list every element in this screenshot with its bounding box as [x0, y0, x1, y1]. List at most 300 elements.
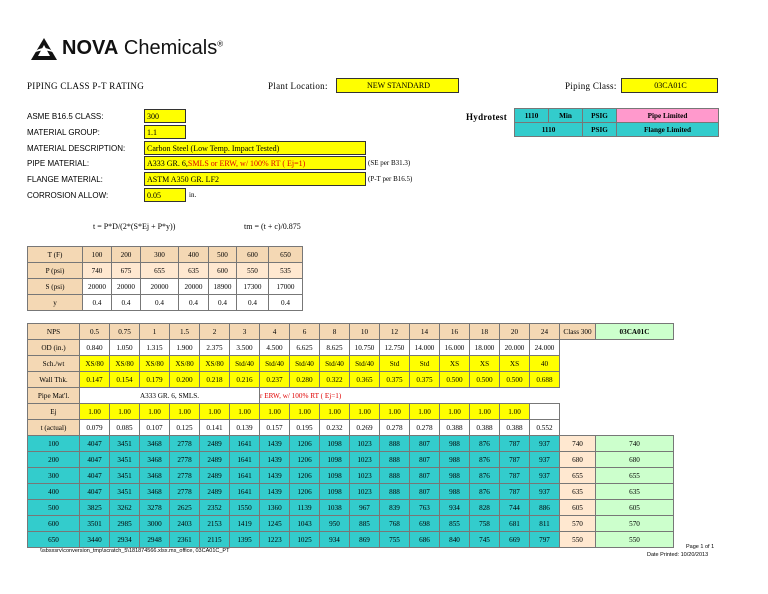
rating-cell: 1550 [230, 500, 260, 516]
pipe-rating-table [27, 323, 674, 548]
pt-cell: 650 [269, 247, 303, 263]
nps-row [28, 324, 674, 340]
rating-cell: 2985 [110, 516, 140, 532]
rating-cell: 3451 [110, 436, 140, 452]
wall-row-cell: 0.179 [140, 372, 170, 388]
hydrotest-table [514, 108, 719, 137]
tact-row-cell: 0.085 [110, 420, 140, 436]
ej-row-cell: 1.00 [110, 404, 140, 420]
rating-cell: 1439 [260, 468, 290, 484]
pt-row [28, 295, 303, 311]
corrosion-allow-unit: in. [189, 191, 197, 199]
rating-cell: 1023 [350, 468, 380, 484]
rating-cell: 755 [380, 532, 410, 548]
asme-class-value[interactable]: 300 [144, 109, 186, 123]
pt-cell: 100 [83, 247, 112, 263]
rating-temp: 500 [28, 500, 80, 516]
wall-row-cell: 0.500 [440, 372, 470, 388]
rating-cell: 3451 [110, 484, 140, 500]
tact-row-cell: 0.269 [350, 420, 380, 436]
sch-row-cell: XS/80 [80, 356, 110, 372]
rating-cell: 3468 [140, 468, 170, 484]
pt-cell: 740 [83, 263, 112, 279]
blank-cell [410, 388, 440, 404]
wall-row-cell: 0.147 [80, 372, 110, 388]
matl-left: A333 GR. 6, SMLS. [80, 388, 260, 404]
rating-cell: 1641 [230, 484, 260, 500]
rating-cell: 888 [380, 468, 410, 484]
rating-cell: 888 [380, 452, 410, 468]
rating-cell: 2489 [200, 436, 230, 452]
rating-cell: 3440 [80, 532, 110, 548]
od-row-cell: 10.750 [350, 340, 380, 356]
rating-cell: 768 [380, 516, 410, 532]
blank-cell [560, 372, 596, 388]
pt-cell: 0.4 [141, 295, 179, 311]
blank-cell [530, 388, 560, 404]
od-row-cell: 1.050 [110, 340, 140, 356]
nps-row-cell: 1 [140, 324, 170, 340]
rating-cell: 1395 [230, 532, 260, 548]
piping-class-value[interactable]: 03CA01C [621, 78, 718, 93]
pt-cell: 655 [141, 263, 179, 279]
pt-cell: 675 [112, 263, 141, 279]
ej-row-cell: 1.00 [200, 404, 230, 420]
rating-cell: 1023 [350, 452, 380, 468]
blank-cell [470, 388, 500, 404]
matl-row [28, 388, 674, 404]
wall-row-cell: 0.216 [230, 372, 260, 388]
rating-cell: 807 [410, 468, 440, 484]
rating-cell: 1139 [290, 500, 320, 516]
pt-cell: 0.4 [269, 295, 303, 311]
sch-row-cell: Std [380, 356, 410, 372]
rating-cell: 744 [500, 500, 530, 516]
rating-cell: 1439 [260, 436, 290, 452]
rating-cell: 2948 [140, 532, 170, 548]
material-description-label: MATERIAL DESCRIPTION: [27, 144, 126, 153]
tact-row-cell: 0.157 [260, 420, 290, 436]
blank-cell [560, 356, 596, 372]
tact-row-cell: 0.195 [290, 420, 320, 436]
sch-row-cell: Std/40 [230, 356, 260, 372]
plant-location-value[interactable]: NEW STANDARD [336, 78, 459, 93]
pt-cell: 300 [141, 247, 179, 263]
tact-row-cell: 0.388 [470, 420, 500, 436]
formula-tm: tm = (t + c)/0.875 [244, 222, 301, 231]
rating-cell: 1641 [230, 468, 260, 484]
rating-cell: 2778 [170, 468, 200, 484]
od-row-cell: 14.000 [410, 340, 440, 356]
blank-cell [596, 356, 674, 372]
pt-cell: 20000 [83, 279, 112, 295]
nps-row-cell: 10 [350, 324, 380, 340]
tact-row-cell: 0.139 [230, 420, 260, 436]
pt-cell: 600 [209, 263, 237, 279]
rating-cell: 1641 [230, 452, 260, 468]
rating-cell: 1098 [320, 452, 350, 468]
od-row-cell: 18.000 [470, 340, 500, 356]
rating-cell: 1098 [320, 436, 350, 452]
rating-cell: 3468 [140, 484, 170, 500]
rating-cell: 828 [470, 500, 500, 516]
wall-row-cell: 0.218 [200, 372, 230, 388]
rating-row [28, 484, 674, 500]
tact-row-cell: 0.107 [140, 420, 170, 436]
material-description-value[interactable]: Carbon Steel (Low Temp. Impact Tested) [144, 141, 366, 155]
rating-cell: 988 [440, 436, 470, 452]
nps-row-cell: 16 [440, 324, 470, 340]
nps-row-cell: 8 [320, 324, 350, 340]
nps-row-cell: 24 [530, 324, 560, 340]
blank-cell [350, 388, 380, 404]
rating-cell: 3451 [110, 468, 140, 484]
rating-cell: 2489 [200, 468, 230, 484]
od-row-cell: 8.625 [320, 340, 350, 356]
rating-cell: 888 [380, 436, 410, 452]
flange-hydrotest-value: 1110 [515, 123, 583, 137]
rating-cell: 937 [530, 484, 560, 500]
rating-cell: 1206 [290, 468, 320, 484]
sch-row-cell: XS/80 [110, 356, 140, 372]
rating-cell: 1439 [260, 484, 290, 500]
rating-cell: 3825 [80, 500, 110, 516]
nps-row-cell: 12 [380, 324, 410, 340]
od-row-label: OD (in.) [28, 340, 80, 356]
rating-cell: 840 [440, 532, 470, 548]
od-row-cell: 4.500 [260, 340, 290, 356]
rating-cell: 787 [500, 484, 530, 500]
pt-cell: 17300 [237, 279, 269, 295]
rating-cell: 787 [500, 468, 530, 484]
plant-location-label: Plant Location: [268, 81, 328, 91]
sch-row-cell: Std/40 [260, 356, 290, 372]
ej-row-cell: 1.00 [80, 404, 110, 420]
pt-cell: 535 [269, 263, 303, 279]
rating-cell: 988 [440, 468, 470, 484]
rating-cell: 1419 [230, 516, 260, 532]
asme-class-label: ASME B16.5 CLASS: [27, 112, 104, 121]
rating-cell: 745 [470, 532, 500, 548]
sch-row-cell: Std/40 [350, 356, 380, 372]
rating-cell: 3000 [140, 516, 170, 532]
ej-row-cell: 1.00 [380, 404, 410, 420]
od-row-cell: 3.500 [230, 340, 260, 356]
pt-row [28, 263, 303, 279]
tact-row-cell: 0.125 [170, 420, 200, 436]
rating-cell: 686 [410, 532, 440, 548]
od-row-cell: 0.840 [80, 340, 110, 356]
od-row-cell: 2.375 [200, 340, 230, 356]
pt-cell: 20000 [179, 279, 209, 295]
wall-row-cell: 0.688 [530, 372, 560, 388]
nps-row-cell: 6 [290, 324, 320, 340]
class-rating: 635 [560, 484, 596, 500]
pt-row-label: y [28, 295, 83, 311]
od-row-cell: 6.625 [290, 340, 320, 356]
rating-cell: 2778 [170, 452, 200, 468]
nps-row-cell: 14 [410, 324, 440, 340]
file-path: \\sbsxsrv\conversion_tmp\scratch_5\181874566.xlsx.ms_office, 03CA01C_PT [40, 548, 230, 554]
rating-cell: 1641 [230, 436, 260, 452]
rating-temp: 100 [28, 436, 80, 452]
nps-row-cell: 2 [200, 324, 230, 340]
tact-row-cell: 0.079 [80, 420, 110, 436]
material-group-label: MATERIAL GROUP: [27, 128, 100, 137]
pt-cell: 20000 [112, 279, 141, 295]
rating-cell: 967 [350, 500, 380, 516]
pipe-class-header: 03CA01C [596, 324, 674, 340]
flange-hydrotest-unit: PSIG [583, 123, 617, 137]
material-group-value[interactable]: 1.1 [144, 125, 186, 139]
rating-cell: 885 [350, 516, 380, 532]
sch-row-cell: Std/40 [290, 356, 320, 372]
blank-cell [440, 388, 470, 404]
ej-row-cell: 1.00 [320, 404, 350, 420]
piping-class-label: Piping Class: [565, 81, 617, 91]
nps-row-cell: 0.75 [110, 324, 140, 340]
rating-cell: 787 [500, 436, 530, 452]
ej-row-cell: 1.00 [470, 404, 500, 420]
sch-row-cell: XS/80 [140, 356, 170, 372]
pt-cell: 400 [179, 247, 209, 263]
rating-cell: 2115 [200, 532, 230, 548]
sch-row-cell: XS [470, 356, 500, 372]
date-printed: Date Printed: 10/20/2013 [647, 552, 709, 558]
nps-row-label: NPS [28, 324, 80, 340]
pt-cell: 0.4 [209, 295, 237, 311]
rating-temp: 300 [28, 468, 80, 484]
sch-row-cell: XS [500, 356, 530, 372]
hydrotest-value: 1110 [515, 109, 549, 123]
ej-row-label: Ej [28, 404, 80, 420]
rating-cell: 669 [500, 532, 530, 548]
wall-row-cell: 0.365 [350, 372, 380, 388]
rating-cell: 763 [410, 500, 440, 516]
class-rating: 655 [560, 468, 596, 484]
ej-row-cell: 1.00 [230, 404, 260, 420]
rating-row [28, 532, 674, 548]
sch-row-cell: XS/80 [200, 356, 230, 372]
pt-cell: 17000 [269, 279, 303, 295]
rating-temp: 650 [28, 532, 80, 548]
flange-material-value[interactable]: ASTM A350 GR. LF2 [144, 172, 366, 186]
tact-row-label: t (actual) [28, 420, 80, 436]
rating-cell: 886 [530, 500, 560, 516]
flange-material-label: FLANGE MATERIAL: [27, 175, 103, 184]
pt-cell: 0.4 [237, 295, 269, 311]
sch-row-cell: XS [440, 356, 470, 372]
corrosion-allow-label: CORROSION ALLOW: [27, 191, 109, 200]
pt-row-label: S (psi) [28, 279, 83, 295]
hydrotest-mode: Min [549, 109, 583, 123]
rating-cell: 2489 [200, 452, 230, 468]
sch-row-cell: Std [410, 356, 440, 372]
rating-cell: 758 [470, 516, 500, 532]
pt-cell: 20000 [141, 279, 179, 295]
od-row-cell: 1.900 [170, 340, 200, 356]
ej-blank [530, 404, 560, 420]
rating-cell: 1098 [320, 484, 350, 500]
rating-cell: 1206 [290, 452, 320, 468]
ej-row-cell: 1.00 [500, 404, 530, 420]
rating-cell: 3262 [110, 500, 140, 516]
blank-cell [596, 340, 674, 356]
rating-cell: 2153 [200, 516, 230, 532]
rating-row [28, 500, 674, 516]
rating-cell: 3468 [140, 452, 170, 468]
rating-cell: 2778 [170, 484, 200, 500]
pt-cell: 0.4 [83, 295, 112, 311]
pipe-class-rating: 655 [596, 468, 674, 484]
page-number: Page 1 of 1 [686, 544, 715, 550]
rating-cell: 1245 [260, 516, 290, 532]
class-rating: 605 [560, 500, 596, 516]
wall-row-cell: 0.280 [290, 372, 320, 388]
pt-cell: 635 [179, 263, 209, 279]
wall-row-cell: 0.237 [260, 372, 290, 388]
rating-row [28, 468, 674, 484]
rating-cell: 1023 [350, 436, 380, 452]
flange-material-note: (P-T per B16.5) [368, 175, 413, 183]
pt-cell: 200 [112, 247, 141, 263]
rating-cell: 1023 [350, 484, 380, 500]
rating-cell: 869 [350, 532, 380, 548]
rating-cell: 4047 [80, 468, 110, 484]
rating-cell: 937 [530, 452, 560, 468]
rating-cell: 839 [380, 500, 410, 516]
pt-cell: 500 [209, 247, 237, 263]
rating-temp: 200 [28, 452, 80, 468]
od-row-cell: 12.750 [380, 340, 410, 356]
rating-cell: 4047 [80, 452, 110, 468]
blank-cell [560, 388, 596, 404]
rating-cell: 1360 [260, 500, 290, 516]
hydrotest-label: Hydrotest [466, 112, 508, 122]
blank-cell [596, 372, 674, 388]
pt-table [27, 246, 303, 311]
matl-right: r ERW, w/ 100% RT ( Ej=1) [260, 388, 350, 404]
sch-row-label: Sch./wt [28, 356, 80, 372]
rating-cell: 3501 [80, 516, 110, 532]
wall-row-cell: 0.375 [380, 372, 410, 388]
wall-row-cell: 0.322 [320, 372, 350, 388]
rating-cell: 937 [530, 468, 560, 484]
rating-cell: 811 [530, 516, 560, 532]
rating-cell: 797 [530, 532, 560, 548]
tact-row-cell: 0.232 [320, 420, 350, 436]
pt-cell: 18900 [209, 279, 237, 295]
rating-cell: 2489 [200, 484, 230, 500]
blank-cell [596, 404, 674, 420]
rating-cell: 2403 [170, 516, 200, 532]
nps-row-cell: 0.5 [80, 324, 110, 340]
nps-row-cell: 1.5 [170, 324, 200, 340]
rating-cell: 855 [440, 516, 470, 532]
wall-row-label: Wall Thk. [28, 372, 80, 388]
rating-cell: 988 [440, 452, 470, 468]
formula-t: t = P*D/(2*(S*Ej + P*y)) [93, 222, 176, 231]
tact-row-cell: 0.278 [410, 420, 440, 436]
rating-cell: 2361 [170, 532, 200, 548]
wall-row-cell: 0.500 [470, 372, 500, 388]
rating-cell: 1025 [290, 532, 320, 548]
tact-row-cell: 0.388 [440, 420, 470, 436]
rating-row [28, 452, 674, 468]
rating-cell: 876 [470, 436, 500, 452]
ej-row-cell: 1.00 [290, 404, 320, 420]
rating-cell: 2778 [170, 436, 200, 452]
pipe-class-rating: 635 [596, 484, 674, 500]
rating-cell: 1098 [320, 468, 350, 484]
pipe-class-rating: 680 [596, 452, 674, 468]
pt-row [28, 247, 303, 263]
corrosion-allow-value[interactable]: 0.05 [144, 188, 186, 202]
pipe-material-note: (SE per B31.3) [368, 159, 411, 167]
tact-row [28, 420, 674, 436]
page-title: PIPING CLASS P-T RATING [27, 81, 145, 91]
rating-cell: 1223 [260, 532, 290, 548]
blank-cell [560, 404, 596, 420]
rating-cell: 934 [440, 500, 470, 516]
nps-row-cell: 4 [260, 324, 290, 340]
rating-cell: 807 [410, 452, 440, 468]
pipe-material-value[interactable]: A333 GR. 6, SMLS or ERW, w/ 100% RT ( Ej=1) [144, 156, 366, 170]
pt-row-label: P (psi) [28, 263, 83, 279]
wall-row-cell: 0.375 [410, 372, 440, 388]
pipe-class-rating: 740 [596, 436, 674, 452]
pt-cell: 0.4 [179, 295, 209, 311]
rating-cell: 807 [410, 484, 440, 500]
rating-row [28, 436, 674, 452]
rating-row [28, 516, 674, 532]
ej-row-cell: 1.00 [410, 404, 440, 420]
rating-temp: 600 [28, 516, 80, 532]
rating-cell: 988 [440, 484, 470, 500]
rating-cell: 937 [530, 436, 560, 452]
pipe-class-rating: 550 [596, 532, 674, 548]
rating-cell: 1439 [260, 452, 290, 468]
rating-cell: 787 [500, 452, 530, 468]
ej-row [28, 404, 674, 420]
rating-cell: 2934 [110, 532, 140, 548]
nps-row-cell: 18 [470, 324, 500, 340]
class-rating: 570 [560, 516, 596, 532]
rating-cell: 4047 [80, 484, 110, 500]
wall-row [28, 372, 674, 388]
rating-cell: 807 [410, 436, 440, 452]
od-row-cell: 20.000 [500, 340, 530, 356]
class-rating: 550 [560, 532, 596, 548]
pt-cell: 550 [237, 263, 269, 279]
nps-row-cell: 20 [500, 324, 530, 340]
pt-row-label: T (F) [28, 247, 83, 263]
wall-row-cell: 0.200 [170, 372, 200, 388]
rating-cell: 876 [470, 452, 500, 468]
pt-row [28, 279, 303, 295]
rating-cell: 4047 [80, 436, 110, 452]
pt-cell: 600 [237, 247, 269, 263]
tact-row-cell: 0.278 [380, 420, 410, 436]
rating-cell: 3278 [140, 500, 170, 516]
od-row-cell: 16.000 [440, 340, 470, 356]
tact-row-cell: 0.141 [200, 420, 230, 436]
class-rating: 680 [560, 452, 596, 468]
blank-cell [560, 420, 596, 436]
sch-row-cell: XS/80 [170, 356, 200, 372]
blank-cell [596, 420, 674, 436]
pt-cell: 0.4 [112, 295, 141, 311]
